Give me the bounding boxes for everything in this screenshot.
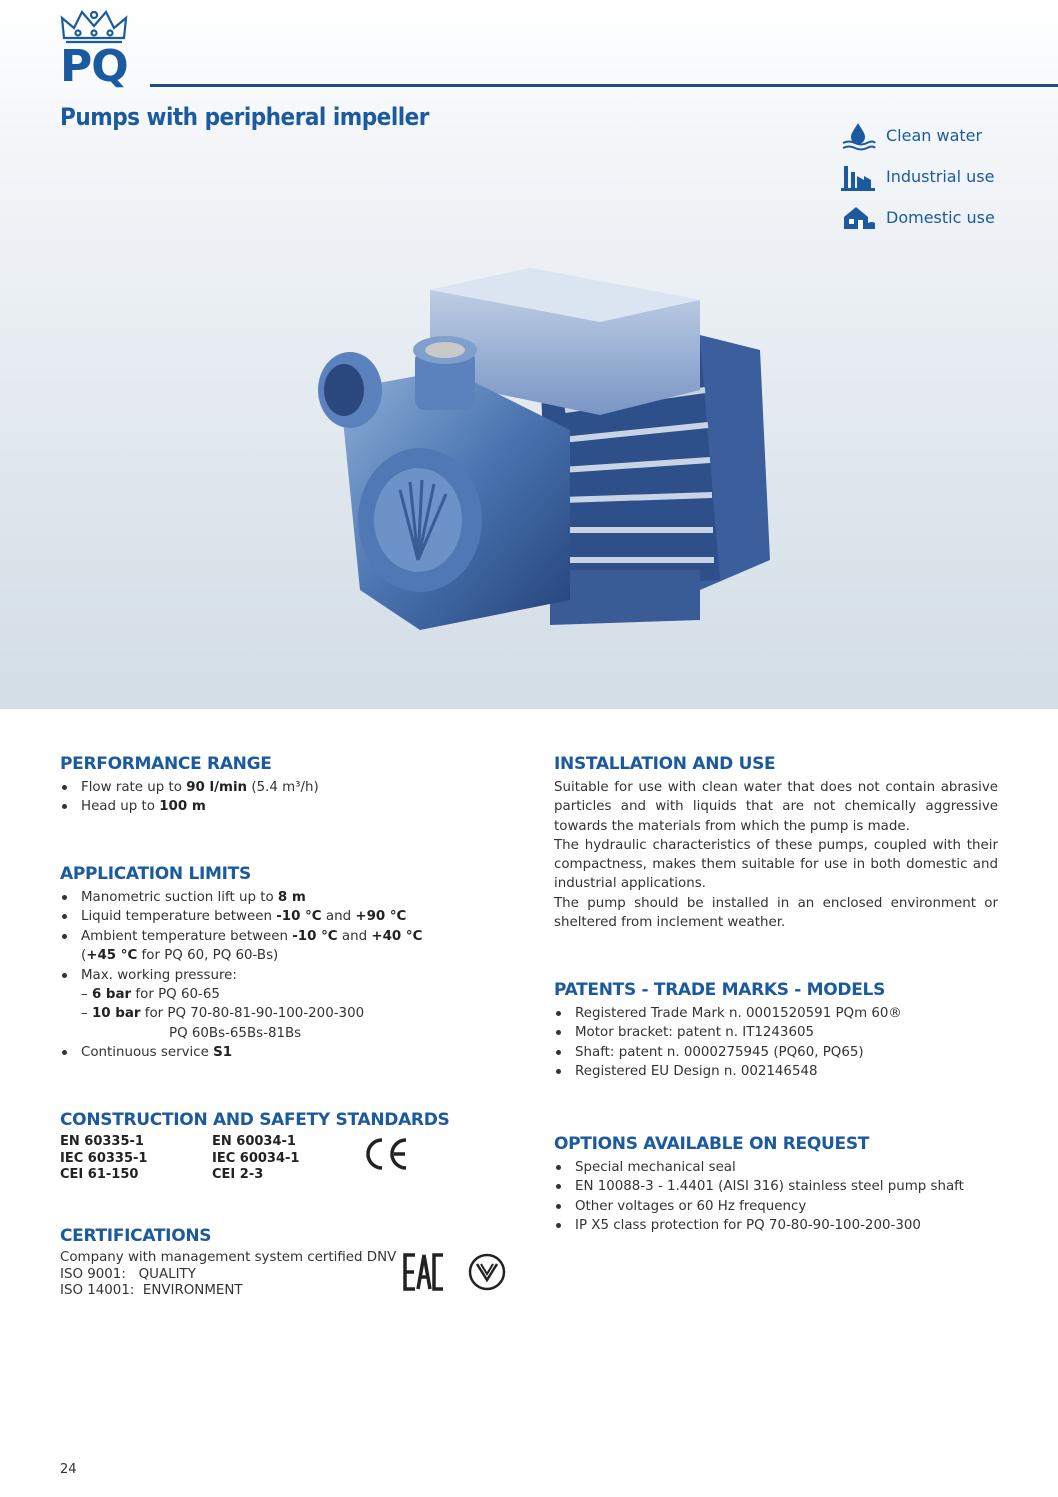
list-item: – 6 bar for PQ 60-65 xyxy=(81,987,220,1003)
standard-item: CEI 61-150 xyxy=(60,1167,139,1182)
use-label: Clean water xyxy=(886,126,983,145)
standard-item: CEI 2-3 xyxy=(212,1167,264,1182)
standard-item: EN 60034-1 xyxy=(212,1134,296,1149)
eac-mark-icon xyxy=(402,1252,446,1292)
list-item: PQ 60Bs-65Bs-81Bs xyxy=(169,1025,302,1041)
cert-seal-icon xyxy=(467,1252,507,1292)
limits-section xyxy=(60,864,520,1063)
list-item: Registered Trade Mark n. 0001520591 PQm 60® xyxy=(554,1004,1004,1023)
use-industrial xyxy=(840,156,995,197)
standards-section xyxy=(60,1110,520,1184)
installation-title: INSTALLATION AND USE xyxy=(554,754,776,774)
standard-item: IEC 60335-1 xyxy=(60,1150,148,1166)
installation-paragraph: The hydraulic characteristics of these pumps, coupled with their compactness, makes them suitable for use in both domestic and industrial applications. xyxy=(554,837,998,892)
installation-section xyxy=(554,754,998,932)
performance-section xyxy=(60,754,510,817)
list-item: Registered EU Design n. 002146548 xyxy=(554,1062,1004,1081)
use-label: Domestic use xyxy=(886,208,995,227)
list-item: Shaft: patent n. 0000275945 (PQ60, PQ65) xyxy=(554,1043,1004,1062)
list-item: Continuous service S1 xyxy=(60,1043,520,1062)
list-item: IP X5 class protection for PQ 70-80-90-100-200-300 xyxy=(554,1216,1014,1235)
page-number: 24 xyxy=(60,1462,77,1477)
limits-title: APPLICATION LIMITS xyxy=(60,864,251,884)
header-rule xyxy=(150,84,1058,87)
list-item: Max. working pressure: xyxy=(60,966,520,985)
performance-title: PERFORMANCE RANGE xyxy=(60,754,272,774)
list-item: Flow rate up to 90 l/min (5.4 m³/h) xyxy=(60,778,510,797)
installation-paragraph: Suitable for use with clean water that does not contain abrasive particles and with liquids that are not chemically aggressive towards the materials from which the pump is made. xyxy=(554,780,998,834)
usage-list xyxy=(840,115,995,238)
brand-name: PQ xyxy=(60,41,128,92)
cert-line: ISO 9001: QUALITY xyxy=(60,1266,196,1282)
installation-paragraph: The pump should be installed in an enclosed environment or sheltered from inclement weather. xyxy=(554,895,998,931)
patents-title: PATENTS - TRADE MARKS - MODELS xyxy=(554,980,886,1000)
use-label: Industrial use xyxy=(886,167,995,186)
list-item: Ambient temperature between -10 °C and +40 °C xyxy=(60,927,520,946)
industry-icon xyxy=(840,162,876,192)
pump-illustration xyxy=(300,260,790,650)
list-item: Head up to 100 m xyxy=(60,797,510,816)
house-icon xyxy=(840,203,876,233)
ce-mark-icon xyxy=(360,1136,410,1172)
list-item: Liquid temperature between -10 °C and +90 °C xyxy=(60,907,520,926)
list-item: (+45 °C for PQ 60, PQ 60-Bs) xyxy=(81,948,279,964)
list-item: EN 10088-3 - 1.4401 (AISI 316) stainless steel pump shaft xyxy=(554,1177,1014,1196)
list-item: Motor bracket: patent n. IT1243605 xyxy=(554,1023,1004,1042)
page-subtitle: Pumps with peripheral impeller xyxy=(60,103,429,131)
certifications-title: CERTIFICATIONS xyxy=(60,1226,212,1246)
list-item: Special mechanical seal xyxy=(554,1158,1014,1177)
water-drop-icon xyxy=(840,121,876,151)
list-item: Other voltages or 60 Hz frequency xyxy=(554,1197,1014,1216)
cert-line: Company with management system certified DNV xyxy=(60,1250,397,1265)
cert-line: ISO 14001: ENVIRONMENT xyxy=(60,1283,243,1298)
patents-section xyxy=(554,980,1004,1082)
list-item: – 10 bar for PQ 70-80-81-90-100-200-300 xyxy=(81,1006,365,1022)
standards-grid xyxy=(60,1134,520,1184)
options-title: OPTIONS AVAILABLE ON REQUEST xyxy=(554,1134,870,1154)
standard-item: EN 60335-1 xyxy=(60,1134,144,1149)
use-clean-water xyxy=(840,115,995,156)
use-domestic xyxy=(840,197,995,238)
list-item: Manometric suction lift up to 8 m xyxy=(60,888,520,907)
standard-item: IEC 60034-1 xyxy=(212,1150,300,1166)
certifications-section xyxy=(60,1226,420,1300)
options-section xyxy=(554,1134,1014,1236)
standards-title: CONSTRUCTION AND SAFETY STANDARDS xyxy=(60,1110,450,1130)
